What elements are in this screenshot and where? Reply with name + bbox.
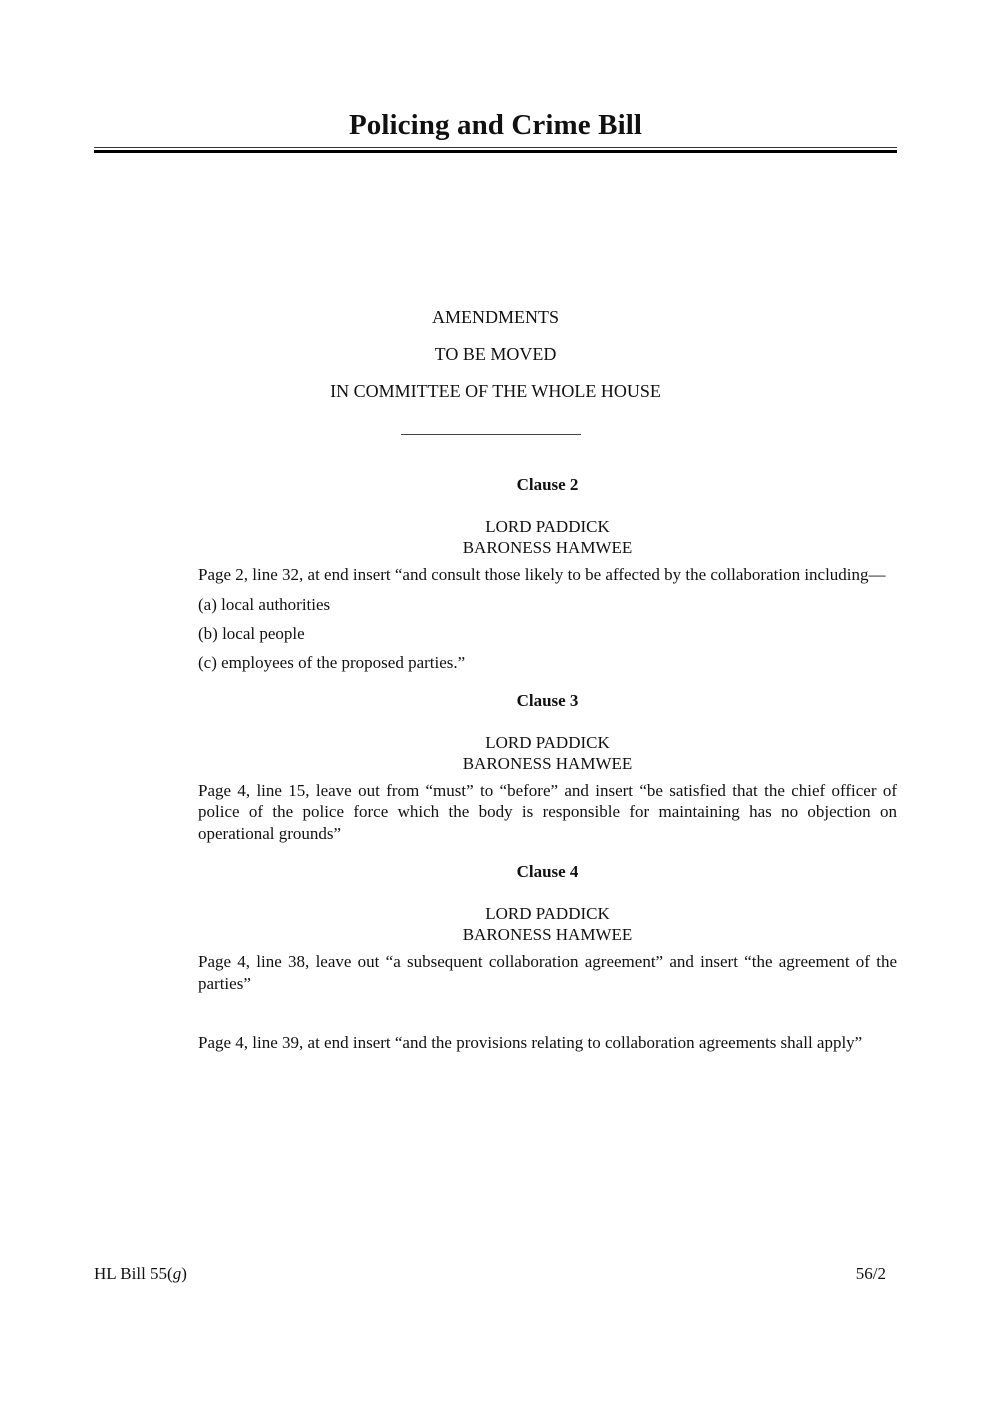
clause-heading: Clause 4 [516, 862, 579, 881]
mover-name: LORD PADDICK [485, 904, 610, 923]
clause-4-section [198, 861, 897, 1054]
bill-reference [94, 1263, 187, 1285]
amendment-list-item: (b) local people [198, 623, 305, 643]
bill-reference-close: ) [181, 1264, 187, 1283]
amendment-spacer [198, 1002, 897, 1032]
amendment-text: Page 4, line 39, at end insert “and the provisions relating to collaboration agreements shall apply” [198, 1033, 863, 1052]
amendment-list-item: (c) employees of the proposed parties.” [198, 652, 466, 672]
title-rule-thin [94, 147, 897, 148]
bill-reference-prefix: HL Bill 55( [94, 1264, 173, 1283]
amendment-list-item: (a) local authorities [198, 594, 331, 614]
page-reference: 56/2 [855, 1264, 886, 1283]
clause-heading: Clause 2 [516, 475, 579, 494]
clause-heading: Clause 3 [516, 690, 579, 710]
heading-to-be-moved: TO BE MOVED [434, 344, 557, 364]
movers [198, 516, 897, 558]
amendments-body [198, 474, 897, 1071]
heading-divider [401, 434, 581, 435]
movers [198, 732, 897, 774]
bill-reference-letter: g [172, 1264, 182, 1283]
heading-committee: IN COMMITTEE OF THE WHOLE HOUSE [330, 381, 661, 401]
document-title: Policing and Crime Bill [348, 109, 643, 141]
clause-2-section [198, 474, 897, 673]
title-rule-thick [94, 150, 897, 153]
mover-name: BARONESS HAMWEE [462, 538, 633, 557]
clause-3-section [198, 690, 897, 845]
movers [198, 903, 897, 945]
amendment-text: Page 4, line 15, leave out from “must” to “before” and insert “be satisfied that the chief officer of police of the police force which the body is responsible for maintaining has no objection on operational grounds” [198, 780, 897, 843]
mover-name: BARONESS HAMWEE [462, 753, 633, 773]
amendment-text: Page 2, line 32, at end insert “and consult those likely to be affected by the collaboration including— [198, 565, 886, 584]
amendment-text: Page 4, line 38, leave out “a subsequent collaboration agreement” and insert “the agreement of the parties” [198, 952, 897, 993]
heading-amendments: AMENDMENTS [431, 307, 559, 327]
mover-name: LORD PADDICK [485, 517, 610, 536]
mover-name: LORD PADDICK [485, 732, 610, 752]
mover-name: BARONESS HAMWEE [462, 925, 633, 944]
